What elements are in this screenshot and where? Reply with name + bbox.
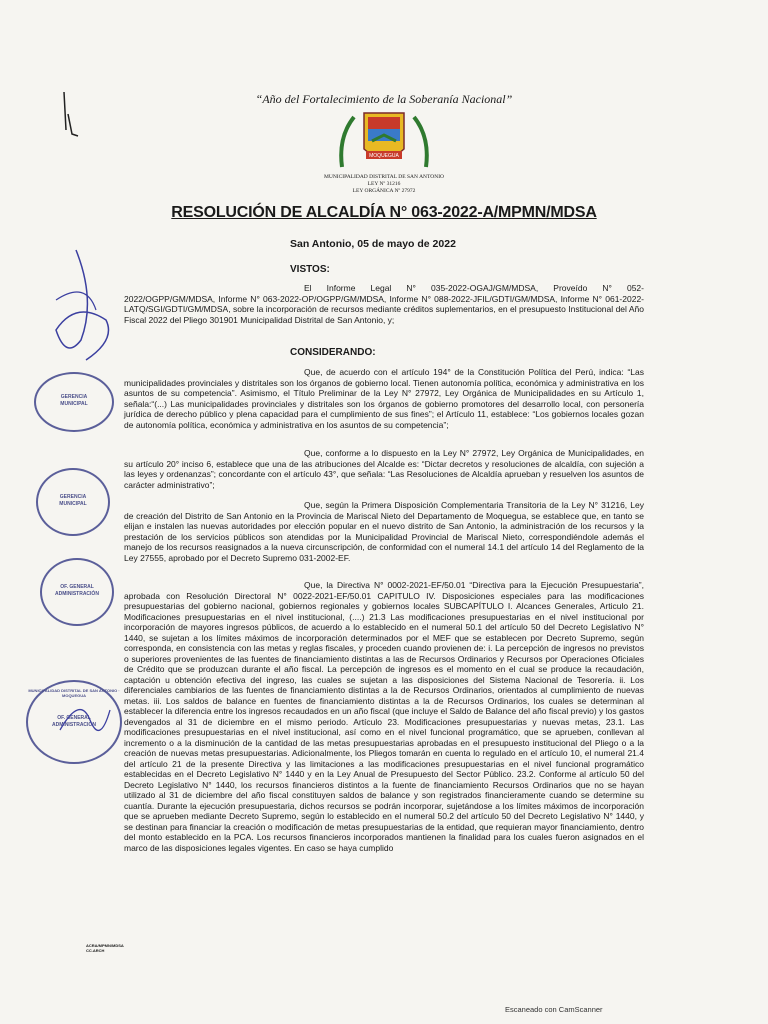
vistos-heading: VISTOS:: [290, 264, 330, 275]
footer-code: ACRA/MPMN/MDSA: [86, 943, 124, 948]
stamp-line: ADMINISTRACIÓN: [55, 591, 99, 597]
stamp-line: OF. GENERAL: [60, 584, 94, 590]
stamp-line: MUNICIPAL: [60, 401, 88, 407]
resolution-title: RESOLUCIÓN DE ALCALDÍA N° 063-2022-A/MPMN/MDSA: [171, 204, 597, 221]
signature-scribble: [36, 240, 126, 370]
stamp-line: OF. GENERAL: [57, 715, 91, 721]
considerando-paragraph-3: Que, según la Primera Disposición Complementaria Transitoria de la Ley N° 31216, Ley de creación del Distrito de San Antonio en la Provincia de Mariscal Nieto del Departamento de Moquegua, se establece que, en tanto se elijan e instalen las nuevas autoridades por elección popular en el nuevo distrito de San Antonio, la administración de los recursos y la prestación de los servicios públicos son atendidas por la Municipalidad Provincial de Mariscal Nieto, correspondiéndole además el manejo de los recursos reasignados a la nueva circunscripción, de conformidad con el numeral 14.1 del artículo 14 del Reglamento de la Ley 27555, aprobado por el Decreto Supremo 031-2002-EF.: [124, 500, 644, 563]
resolution-date: San Antonio, 05 de mayo de 2022: [290, 238, 456, 250]
institution-organic-law: LEY ORGÁNICA Nº 27972: [352, 188, 416, 194]
stamp-line: GERENCIA: [59, 494, 87, 500]
logo-text: MOQUEGUA: [369, 153, 399, 159]
considerando-heading: CONSIDERANDO:: [290, 347, 376, 358]
stamp-line: GERENCIA: [60, 394, 88, 400]
motto: “Año del Fortalecimiento de la Soberanía Nacional”: [255, 92, 513, 106]
vistos-paragraph: El Informe Legal N° 035-2022-OGAJ/GM/MDSA, Proveído N° 052-2022/OGPP/GM/MDSA, Informe N° 063-2022-OP/OGPP/GM/MDSA, Informe N° 088-2022-JFIL/GDTI/GM/MDSA, Informe N° 061-2022-LATQ/SGI/GDTI/GM/MDSA, sobre la incorporación de recursos mediante créditos suplementarios, en el presupuesto Institucional del Año Fiscal 2022 del Pliego 301901 Municipalidad Distrital de San Antonio, y;: [124, 283, 644, 325]
footer-codes: [86, 943, 124, 953]
stamp-gerencia-1: [34, 372, 114, 432]
municipal-logo: [336, 107, 432, 173]
institution-block: [0, 174, 768, 195]
considerando-paragraph-4: Que, la Directiva N° 0002-2021-EF/50.01 “Directiva para la Ejecución Presupuestaria”, aprobada con Resolución Directoral N° 0022-2021-EF/50.01 CAPITULO IV. Disposiciones especiales para las modificaciones presupuestarias del gobierno nacional, gobiernos regionales y gobiernos locales SUBCAPÍTULO I. Alcances Generales, Articulo 21. Modificaciones presupuestarias en el nivel institucional, (....) 21.3 Las modificaciones presupuestarias en el nivel institucional por incorporación de mayores ingresos públicos, de acuerdo a lo establecido en el numeral 50.1 del artículo 50 del Decreto Legislativo N° 1440, se sujetan a los límites máximos de incorporación determinados por el MEF que se establecen por Decreto Supremo, según corresponda, en consistencia con las metas y reglas fiscales, y proceden cuando provienen de: i. La percepción de ingresos no previstos o superiores provenientes de las fuentes de financiamiento distintas a las de Recursos Ordinarios y Recursos por Operaciones Oficiales de Crédito que se produzcan durante el año fiscal. La percepción de ingresos es el momento en el cual se produce la recaudación, captación u obtención efectiva del ingreso, las cuales se sujetan a las disposiciones del Sistema Nacional de Tesorería. ii. Los diferenciales cambiarios de las fuentes de financiamiento distintas a la de Recursos Ordinarios, orientados al cumplimiento de nuevas metas. iii. Los saldos de balance en fuentes de financiamiento distintas a la de Recursos Ordinarios, los cuales se determinan al establecer la diferencia entre los ingresos recaudados en un año fiscal (que incluye el Saldo de Balance del año fiscal previo) y los gastos devengados al 31 de diciembre en el mismo periodo. Artículo 23. Modificaciones presupuestarias y nuevas metas, 23.1. Las modificaciones presupuestarias en el nivel institucional, así como en el nivel funcional programático, que se aprueben, conllevan al incremento o a la disminución de la cantidad de las metas presupuestarias aprobadas en el presupuesto institucional del Pliego o a la creación de nuevas metas presupuestarias. Adicionalmente, los Pliegos tomarán en cuenta lo regulado en el artículo 10, el numeral 21.4 del artículo 21 de la presente Directiva y las limitaciones a las modificaciones presupuestarias en el nivel funcional programático establecidas en el Decreto Legislativo N° 1440 y en la Ley Anual de Presupuesto del Sector Público. 23.2. Conforme al artículo 50 del Decreto Legislativo N° 1440, los recursos financieros distintos a la fuente de financiamiento Recursos Ordinarios que no se hayan utilizado al 31 de diciembre del año fiscal constituyen saldos de balance y son registrados financieramente cuando se determine su cuantía. Durante la ejecución presupuestaria, dichos recursos se podrán incorporar, sujetándose a los límites máximos de incorporación que se aprueben mediante Decreto Supremo, según lo establecido en el numeral 50.2 del artículo 50 del Decreto Legislativo N° 1440, y se destinan para financiar la creación o modificación de metas presupuestarias de la entidad, que requieran mayor financiamiento, dentro del monto establecido en la PCA. Los recursos financieros incorporados mantienen la finalidad para los cuales fueron asignados en el marco de las disposiciones legales vigentes. En caso se haya cumplido: [124, 580, 644, 853]
stamp-gerencia-2: [36, 468, 110, 536]
institution-law: LEY Nº 31216: [367, 181, 401, 187]
footer-code: CC.ARCH: [86, 948, 105, 953]
stamp-administracion-1: [40, 558, 114, 626]
stamp-line: MUNICIPAL: [59, 501, 87, 507]
signature-scribble: [50, 690, 120, 750]
scanner-watermark: Escaneado con CamScanner: [505, 1005, 603, 1014]
stamp-ring-text: MUNICIPALIDAD DISTRITAL DE SAN ANTONIO · MOQUEGUA: [28, 688, 120, 698]
institution-name: MUNICIPALIDAD DISTRITAL DE SAN ANTONIO: [323, 174, 445, 180]
stamp-line: ADMINISTRACIÓN: [52, 722, 96, 728]
considerando-paragraph-1: Que, de acuerdo con el artículo 194° de la Constitución Política del Perú, indica: “Las municipalidades provinciales y distritales son los órganos de gobierno local. Tienen autonomía política, económica y administrativa en los asuntos de su competencia”. Asimismo, el Título Preliminar de la Ley N° 27972, Ley Orgánica de Municipalidades en su Artículo 1, señala:“(...) Las municipalidades provinciales y distritales son los órganos de gobierno promotores del desarrollo local, con personería jurídica de derecho público y plena capacidad para el cumplimiento de sus fines”; el Artículo 11, establece: “Los gobiernos locales gozan de autonomía política, económica y administrativa en los asuntos de su competencia”;: [124, 367, 644, 430]
considerando-paragraph-2: Que, conforme a lo dispuesto en la Ley N° 27972, Ley Orgánica de Municipalidades, en su artículo 20° inciso 6, establece que una de las atribuciones del Alcalde es: “Dictar decretos y resoluciones de alcaldía, con sujeción a las leyes y ordenanzas”; concordante con el artículo 43°, que señala: “Las Resoluciones de Alcaldía aprueban y resuelven los asuntos de carácter administrativo”;: [124, 448, 644, 490]
